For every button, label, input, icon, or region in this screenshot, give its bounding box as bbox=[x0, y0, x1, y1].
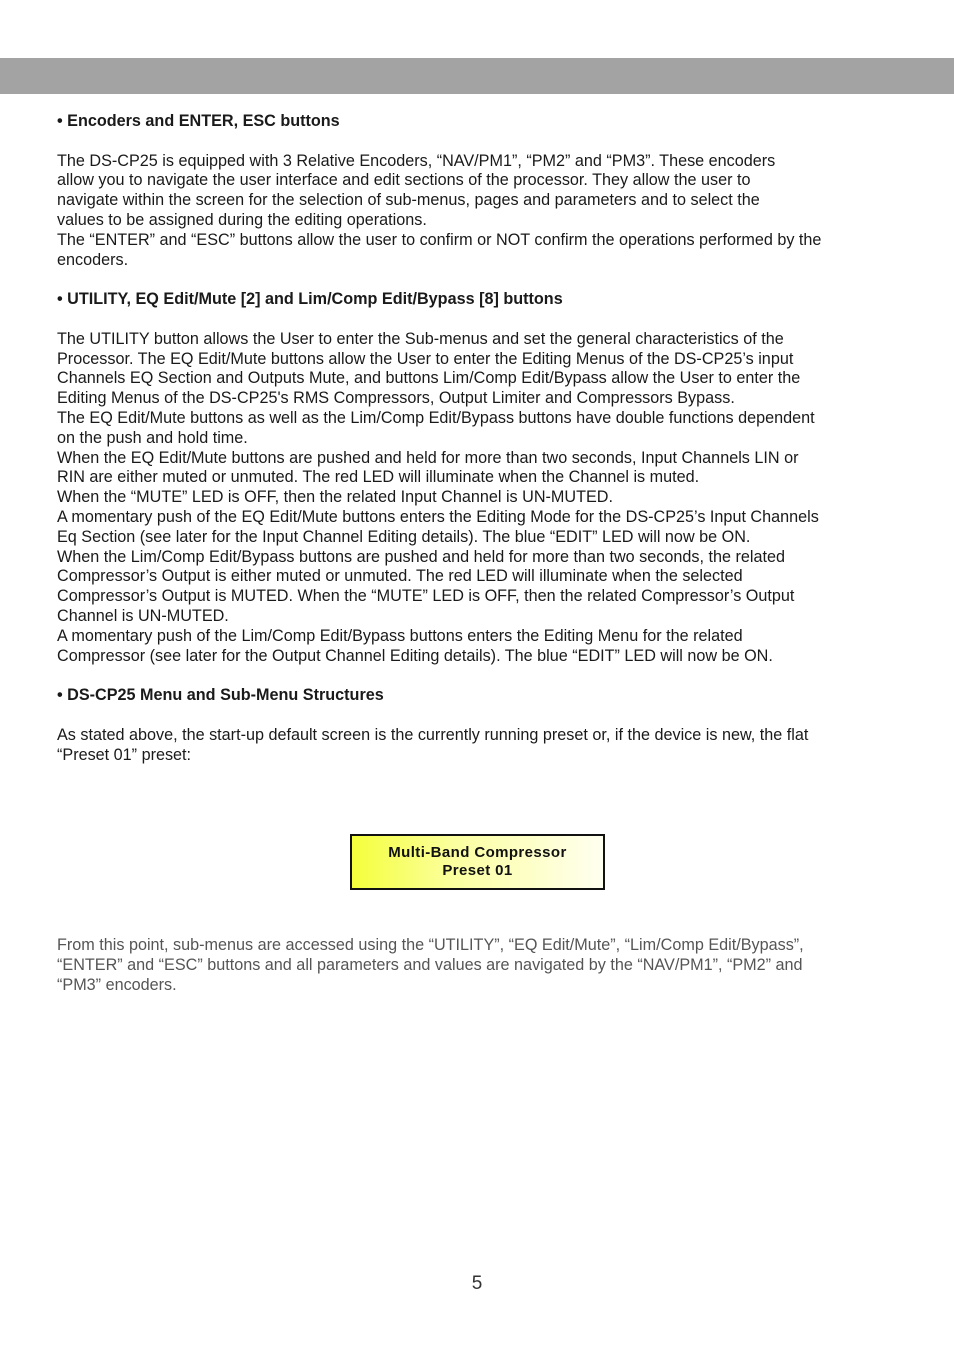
text-line: encoders. bbox=[57, 250, 129, 269]
spacer bbox=[57, 310, 897, 330]
lcd-line-1: Multi-Band Compressor bbox=[388, 844, 567, 861]
text-line: Editing Menus of the DS-CP25's RMS Compressors, Output Limiter and Compressors Bypass. bbox=[57, 389, 735, 408]
text-line: “ENTER” and “ESC” buttons and all parameters and values are navigated by the “NAV/PM1”, “PM2” and bbox=[57, 955, 803, 974]
text-line: “Preset 01” preset: bbox=[57, 745, 192, 764]
spacer bbox=[57, 706, 897, 726]
page-number: 5 bbox=[471, 1273, 483, 1294]
section-heading-encoders: • Encoders and ENTER, ESC buttons bbox=[57, 112, 340, 130]
spacer bbox=[57, 666, 897, 686]
section-heading-menu-structures: • DS-CP25 Menu and Sub-Menu Structures bbox=[57, 686, 384, 705]
text-line: When the “MUTE” LED is OFF, then the related Input Channel is UN-MUTED. bbox=[57, 488, 613, 507]
text-line: The UTILITY button allows the User to enter the Sub-menus and set the general characteristics of the bbox=[57, 329, 784, 348]
section-heading-utility: • UTILITY, EQ Edit/Mute [2] and Lim/Comp Edit/Bypass [8] buttons bbox=[57, 290, 563, 309]
text-line: Compressor’s Output is either muted or unmuted. The red LED will illuminate when the selected bbox=[57, 567, 743, 586]
lcd-line-2: Preset 01 bbox=[442, 862, 513, 879]
spacer bbox=[57, 270, 897, 290]
text-line: The EQ Edit/Mute buttons as well as the Lim/Comp Edit/Bypass buttons have double functions dependent bbox=[57, 408, 815, 427]
text-line: A momentary push of the EQ Edit/Mute buttons enters the Editing Mode for the DS-CP25’s Input Channels bbox=[57, 507, 819, 526]
page-content bbox=[57, 112, 897, 765]
text-line: From this point, sub-menus are accessed using the “UTILITY”, “EQ Edit/Mute”, “Lim/Comp Edit/Bypass”, bbox=[57, 936, 804, 954]
section-body-encoders bbox=[57, 152, 897, 271]
text-line: navigate within the screen for the selection of sub-menus, pages and parameters and to select the bbox=[57, 191, 760, 210]
text-line: When the EQ Edit/Mute buttons are pushed and held for more than two seconds, Input Channels LIN or bbox=[57, 448, 799, 467]
header-band bbox=[0, 58, 954, 94]
text-line: on the push and hold time. bbox=[57, 428, 248, 447]
text-line: Processor. The EQ Edit/Mute buttons allow the User to enter the Editing Menus of the DS-CP25’s input bbox=[57, 349, 794, 368]
text-line: Eq Section (see later for the Input Channel Editing details). The blue “EDIT” LED will now be ON. bbox=[57, 527, 751, 546]
lcd-screen bbox=[350, 834, 605, 890]
text-line: The DS-CP25 is equipped with 3 Relative Encoders, “NAV/PM1”, “PM2” and “PM3”. These encoders bbox=[57, 151, 776, 170]
text-line: RIN are either muted or unmuted. The red LED will illuminate when the Channel is muted. bbox=[57, 468, 700, 487]
text-line: Compressor’s Output is MUTED. When the “MUTE” LED is OFF, then the related Compressor’s Output bbox=[57, 587, 795, 606]
text-line: Channel is UN-MUTED. bbox=[57, 606, 229, 625]
text-line: allow you to navigate the user interface and edit sections of the processor. They allow the user to bbox=[57, 171, 751, 190]
text-line: A momentary push of the Lim/Comp Edit/Bypass buttons enters the Editing Menu for the related bbox=[57, 626, 743, 645]
text-line: Compressor (see later for the Output Channel Editing details). The blue “EDIT” LED will now be ON. bbox=[57, 646, 773, 665]
text-line: As stated above, the start-up default screen is the currently running preset or, if the device is new, the flat bbox=[57, 725, 809, 744]
section-body-menu-structures bbox=[57, 726, 897, 766]
section-body-utility bbox=[57, 330, 897, 667]
text-line: “PM3” encoders. bbox=[57, 975, 177, 994]
lcd-display-figure bbox=[350, 834, 605, 890]
spacer bbox=[57, 132, 897, 152]
text-line: Channels EQ Section and Outputs Mute, and buttons Lim/Comp Edit/Bypass allow the User to enter the bbox=[57, 369, 801, 388]
text-line: values to be assigned during the editing operations. bbox=[57, 210, 427, 229]
closing-paragraph bbox=[57, 936, 897, 995]
text-line: When the Lim/Comp Edit/Bypass buttons are pushed and held for more than two seconds, the related bbox=[57, 547, 785, 566]
text-line: The “ENTER” and “ESC” buttons allow the user to confirm or NOT confirm the operations performed by the bbox=[57, 230, 822, 249]
